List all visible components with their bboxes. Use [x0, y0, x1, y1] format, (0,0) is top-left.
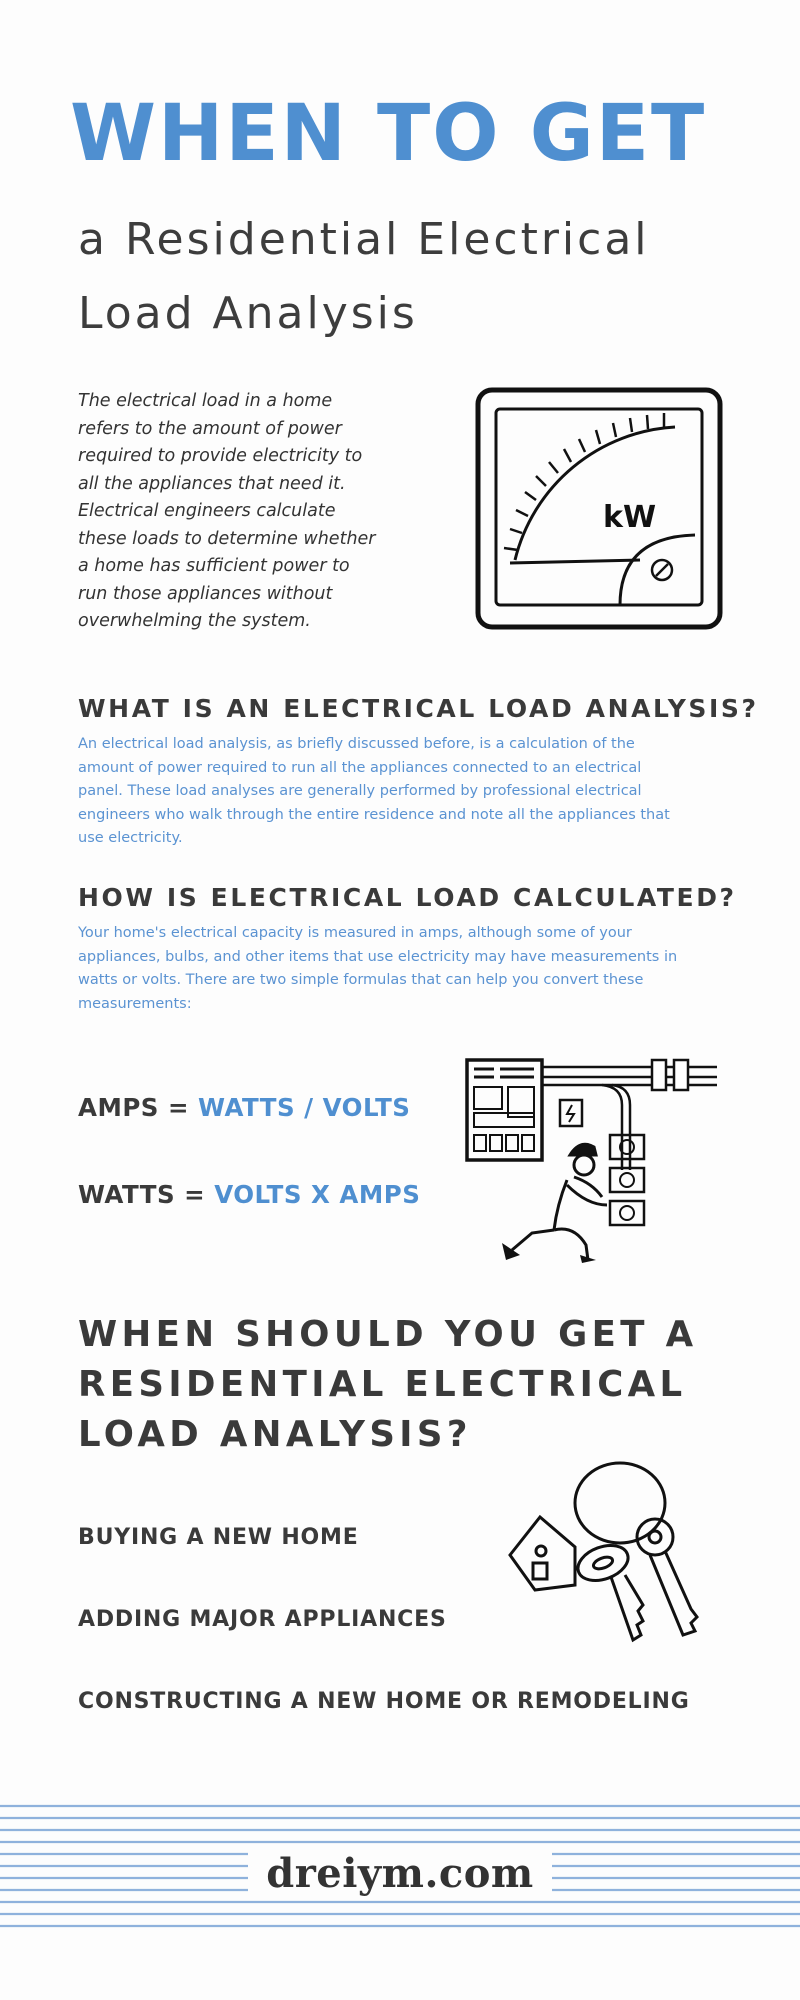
house-keys-icon [505, 1455, 715, 1645]
formula-amps [78, 1093, 410, 1122]
electrician-panel-icon [462, 1055, 720, 1265]
page-subtitle-line2: Load Analysis [78, 288, 418, 339]
section-heading-when: WHEN SHOULD YOU GET A RESIDENTIAL ELECTRICAL LOAD ANALYSIS? [78, 1314, 698, 1455]
formula-amps-right: WATTS / VOLTS [198, 1093, 411, 1122]
formula-amps-left: AMPS = [78, 1093, 199, 1122]
footer-brand[interactable] [0, 1850, 800, 1897]
formula-watts-left: WATTS = [78, 1180, 215, 1209]
section-body-how: Your home's electrical capacity is measured in amps, although some of your appliances, bulbs, and other items that use electricity may have measurements in watts or volts. There are two simple formulas that can help you convert these measurements: [78, 925, 678, 1012]
brand-text: dreiym.com [248, 1850, 552, 1897]
section-body-what: An electrical load analysis, as briefly discussed before, is a calculation of the amount of power required to run all the appliances connected to an electrical panel. These load analyses are generally performed by professional electrical engineers who walk through the entire residence and note all the appliances that use electricity. [78, 736, 670, 846]
meter-unit-label: kW [603, 500, 657, 535]
page-title: WHEN TO GET [70, 89, 707, 179]
list-item: BUYING A NEW HOME [78, 1525, 359, 1550]
kilowatt-meter-icon [470, 385, 730, 635]
section-heading-what: WHAT IS AN ELECTRICAL LOAD ANALYSIS? [78, 694, 759, 723]
page-subtitle-line1: a Residential Electrical [78, 214, 650, 265]
list-item: CONSTRUCTING A NEW HOME OR REMODELING [78, 1689, 690, 1714]
formula-watts-right: VOLTS X AMPS [214, 1180, 421, 1209]
formula-watts [78, 1180, 420, 1209]
section-heading-how: HOW IS ELECTRICAL LOAD CALCULATED? [78, 883, 737, 912]
intro-paragraph: The electrical load in a home refers to the amount of power required to provide electricity to all the appliances that need it. Electrical engineers calculate these loads to determine whether a home has sufficient power to run those appliances without overwhelming the system. [78, 391, 376, 631]
list-item: ADDING MAJOR APPLIANCES [78, 1607, 447, 1632]
